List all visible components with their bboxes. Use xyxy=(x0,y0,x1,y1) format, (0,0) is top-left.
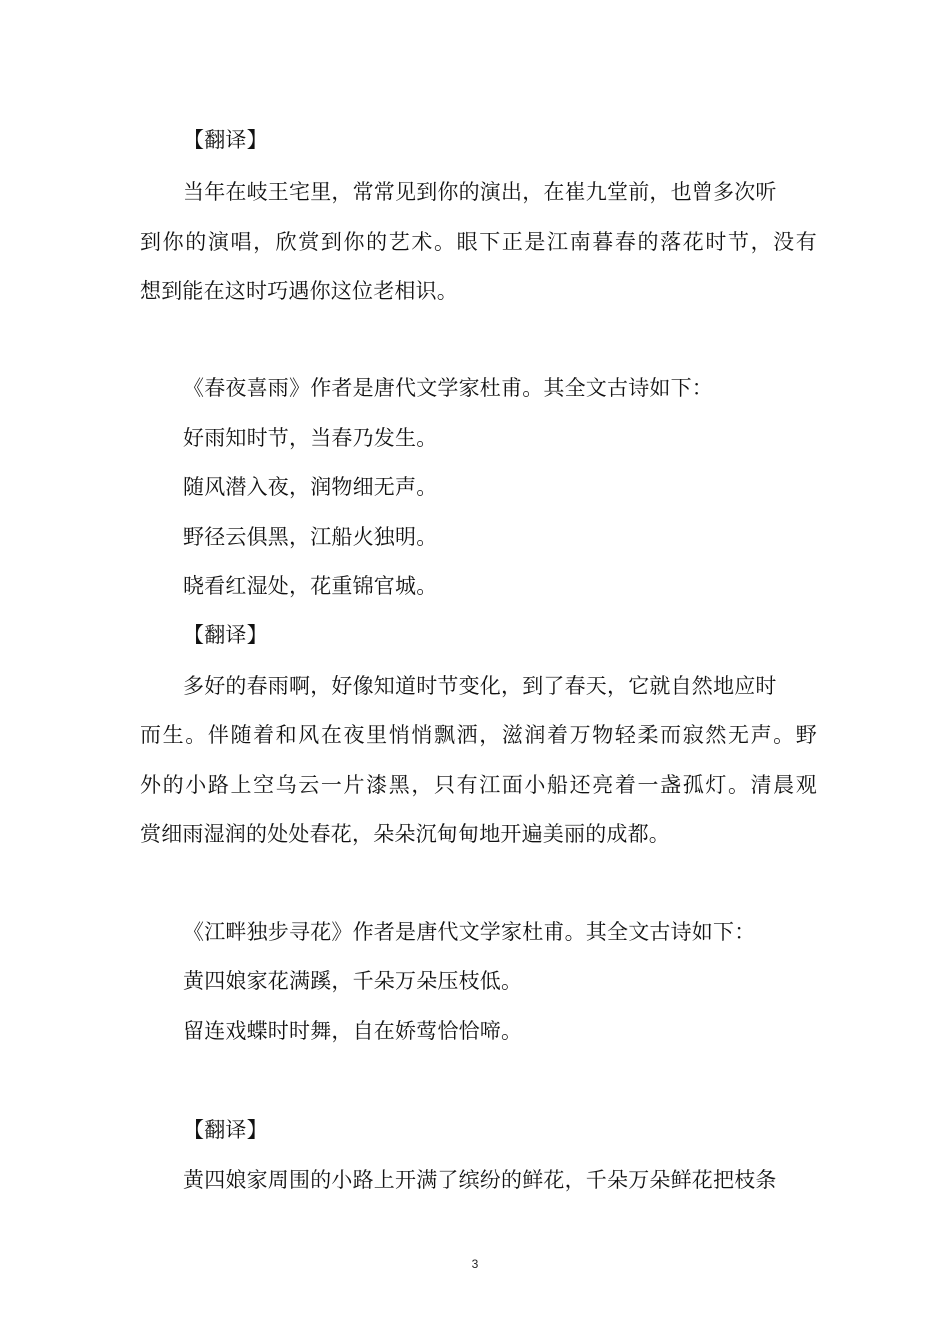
heading-translation: 【翻译】 xyxy=(183,623,268,647)
paragraph-line: 想到能在这时巧遇你这位老相识。 xyxy=(140,279,458,303)
paragraph-line: 而生。伴随着和风在夜里悄悄飘洒，滋润着万物轻柔而寂然无声。野 xyxy=(140,723,817,747)
paragraph-line: 多好的春雨啊，好像知道时节变化，到了春天，它就自然地应时 xyxy=(183,674,777,698)
paragraph-line: 外的小路上空乌云一片漆黑，只有江面小船还亮着一盏孤灯。清晨观 xyxy=(140,773,817,797)
paragraph-line: 到你的演唱，欣赏到你的艺术。眼下正是江南暮春的落花时节，没有 xyxy=(140,230,817,254)
poem-line: 野径云俱黑，江船火独明。 xyxy=(183,525,438,549)
page-number: 3 xyxy=(471,1257,479,1271)
paragraph-line: 黄四娘家周围的小路上开满了缤纷的鲜花，千朵万朵鲜花把枝条 xyxy=(183,1168,777,1192)
poem-line: 晓看红湿处，花重锦官城。 xyxy=(183,574,438,598)
poem-intro: 《江畔独步寻花》作者是唐代文学家杜甫。其全文古诗如下： xyxy=(183,920,756,944)
poem-line: 黄四娘家花满蹊，千朵万朵压枝低。 xyxy=(183,969,523,993)
poem-line: 随风潜入夜，润物细无声。 xyxy=(183,475,438,499)
paragraph-line: 当年在岐王宅里，常常见到你的演出，在崔九堂前，也曾多次听 xyxy=(183,180,777,204)
heading-translation: 【翻译】 xyxy=(183,128,268,152)
poem-intro: 《春夜喜雨》作者是唐代文学家杜甫。其全文古诗如下： xyxy=(183,376,713,400)
heading-translation: 【翻译】 xyxy=(183,1118,268,1142)
poem-line: 留连戏蝶时时舞，自在娇莺恰恰啼。 xyxy=(183,1019,523,1043)
paragraph-line: 赏细雨湿润的处处春花，朵朵沉甸甸地开遍美丽的成都。 xyxy=(140,822,670,846)
poem-line: 好雨知时节，当春乃发生。 xyxy=(183,426,438,450)
